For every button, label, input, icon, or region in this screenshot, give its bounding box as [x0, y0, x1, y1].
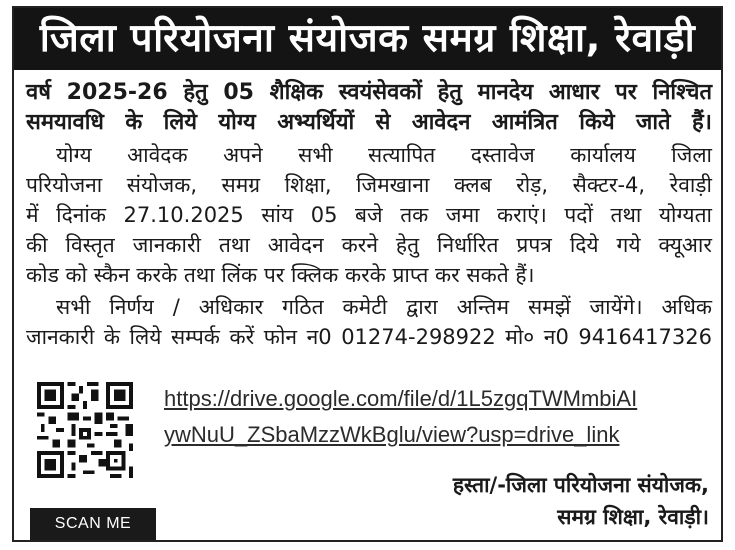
- body-line-1: योग्य आवेदक अपने सभी सत्यापित दस्तावेज कार्यालय जिला: [56, 143, 712, 167]
- notice-frame: [12, 6, 723, 542]
- drive-link-line-2[interactable]: ywNuU_ZSbaMzzWkBglu/view?usp=drive_link: [164, 422, 620, 447]
- drive-link-line-1[interactable]: https://drive.google.com/file/d/1L5zgqTWMmbiAI: [164, 386, 638, 411]
- qr-code-icon[interactable]: [37, 382, 133, 478]
- contact-line: जानकारी के लिये सम्पर्क करें फोन न0 01274-298922 मो० न0 9416417326: [26, 325, 712, 349]
- notice-title: जिला परियोजना संयोजक समग्र शिक्षा, रेवाड़ी: [14, 8, 721, 70]
- signature-line-1: हस्ता/-जिला परियोजना संयोजक,: [452, 473, 709, 497]
- body-line-5: कोड को स्कैन करके तथा लिंक पर क्लिक करके प्राप्त कर सकते हैं।: [26, 263, 535, 287]
- signature-line-2: समग्र शिक्षा, रेवाड़ी।: [557, 505, 709, 529]
- body-line-6: सभी निर्णय / अधिकार गठित कमेटी द्वारा अन्तिम समझें जायेंगे। अधिक: [56, 295, 712, 319]
- body-line-3: में दिनांक 27.10.2025 सांय 05 बजे तक जमा कराएं। पदों तथा योग्यता: [26, 203, 712, 227]
- notice-headline-line-1: वर्ष 2025-26 हेतु 05 शैक्षिक स्वयंसेवकों हेतु मानदेय आधार पर निश्चित: [26, 80, 712, 105]
- body-line-4: की विस्तृत जानकारी तथा आवेदन करने हेतु निर्धारित प्रपत्र दिये गये क्यूआर: [26, 233, 712, 257]
- body-line-2: परियोजना संयोजक, समग्र शिक्षा, जिमखाना क्लब रोड़, सैक्टर-4, रेवाड़ी: [26, 173, 712, 197]
- scan-me-button[interactable]: SCAN ME: [30, 508, 156, 540]
- notice-headline-line-2: समयावधि के लिये योग्य अभ्यर्थियों से आवेदन आमंत्रित किये जाते हैं।: [26, 110, 712, 135]
